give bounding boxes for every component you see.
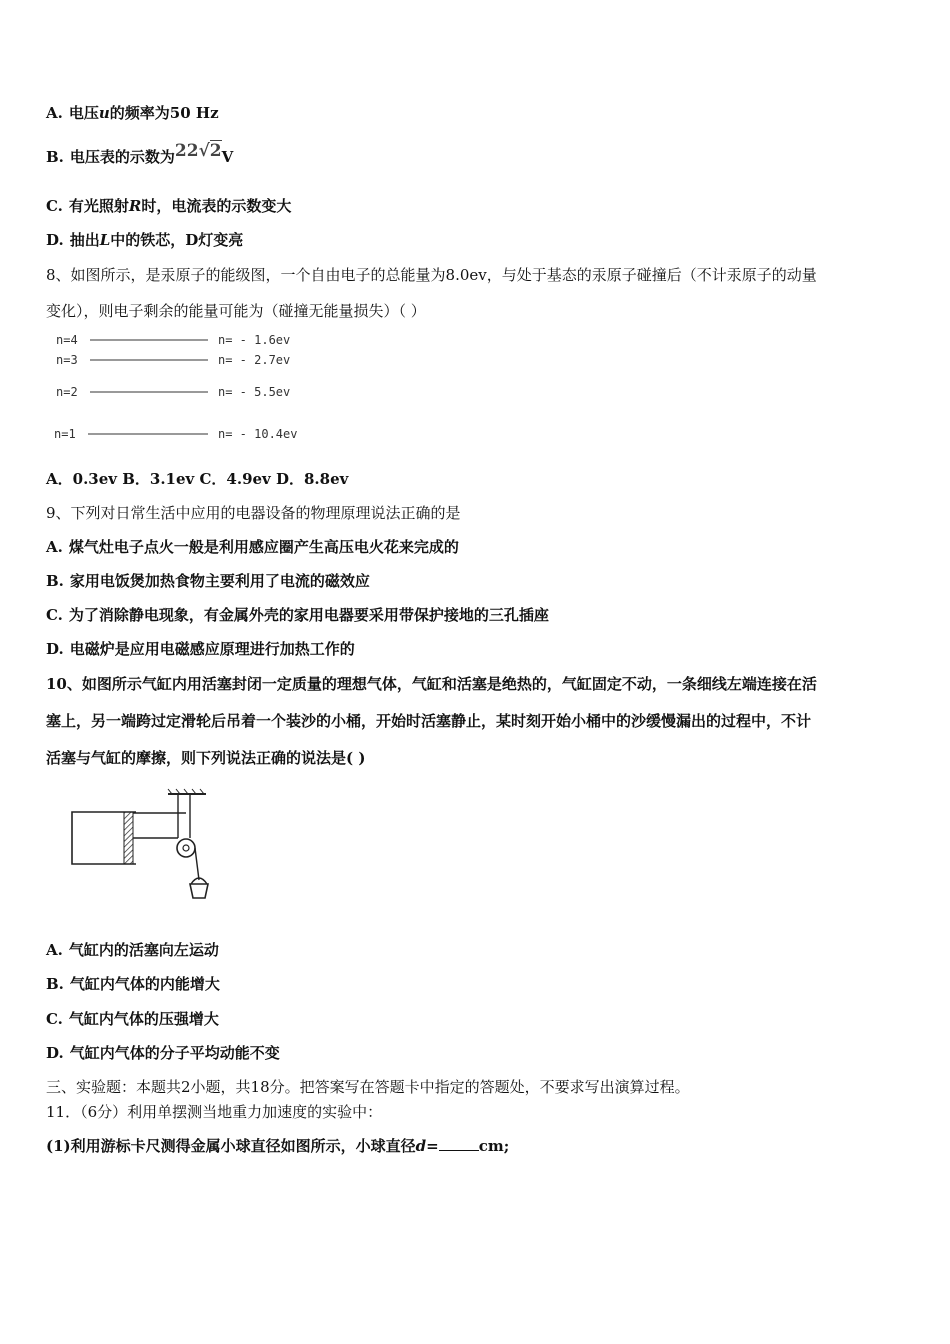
q8-stem-line2: 变化），则电子剩余的能量可能为（碰撞无能量损失）（ ）: [46, 302, 426, 320]
sand-bucket: [190, 884, 208, 898]
string-hanging: [195, 848, 199, 880]
q10-option-a: A. 气缸内的活塞向左运动: [46, 941, 219, 959]
q10-option-b: B. 气缸内气体的内能增大: [46, 975, 220, 993]
q7-option-b: B. 电压表的示数为22√2V: [46, 141, 234, 166]
level-n3-energy: n= - 2.7ev: [218, 353, 291, 367]
q10-stem-line2: 塞上，另一端跨过定滑轮后吊着一个装沙的小桶，开始时活塞静止，某时刻开始小桶中的沙缓慢漏出的过程中，不计: [46, 712, 812, 730]
q10-option-c: C. 气缸内气体的压强增大: [46, 1010, 219, 1028]
level-n3-label: n=3: [56, 353, 78, 367]
section-3-heading: 三、实验题：本题共2小题，共18分。把答案写在答题卡中指定的答题处，不要求写出演算过程。: [46, 1078, 690, 1096]
q7-option-d: D. 抽出L中的铁芯，D灯变亮: [46, 231, 244, 249]
piston: [124, 812, 133, 864]
answer-blank[interactable]: [439, 1150, 479, 1151]
level-n2-energy: n= - 5.5ev: [218, 385, 291, 399]
q9-option-a: A. 煤气灶电子点火一般是利用感应圈产生高压电火花来完成的: [46, 538, 459, 556]
q9-option-b: B. 家用电饭煲加热食物主要利用了电流的磁效应: [46, 572, 370, 590]
level-n1-energy: n= - 10.4ev: [218, 427, 298, 441]
level-n4-label: n=4: [56, 333, 78, 347]
q11-part1: (1)利用游标卡尺测得金属小球直径如图所示，小球直径d= cm;: [46, 1137, 510, 1155]
q8-options: A．0.3ev B．3.1ev C．4.9ev D．8.8ev: [46, 470, 349, 488]
mercury-energy-level-diagram: [50, 328, 310, 448]
q10-option-d: D. 气缸内气体的分子平均动能不变: [46, 1044, 280, 1062]
q10-stem-line1: 10、如图所示气缸内用活塞封闭一定质量的理想气体，气缸和活塞是绝热的，气缸固定不动，一条细线左端连接在活: [46, 675, 817, 693]
cylinder-piston-pulley-diagram: [66, 786, 226, 910]
level-n4-energy: n= - 1.6ev: [218, 333, 291, 347]
q7-option-a: A. 电压u的频率为50 Hz: [46, 104, 219, 122]
q9-stem: 9、下列对日常生活中应用的电器设备的物理原理说法正确的是: [46, 504, 461, 522]
q8-stem-line1: 8、如图所示，是汞原子的能级图，一个自由电子的总能量为8.0ev，与处于基态的汞原子碰撞后（不计汞原子的动量: [46, 266, 817, 284]
q10-stem-line3: 活塞与气缸的摩擦，则下列说法正确的说法是( ): [46, 749, 366, 767]
q9-option-c: C. 为了消除静电现象，有金属外壳的家用电器要采用带保护接地的三孔插座: [46, 606, 549, 624]
level-n2-label: n=2: [56, 385, 78, 399]
level-n1-label: n=1: [54, 427, 76, 441]
q7-option-c: C. 有光照射R时，电流表的示数变大: [46, 197, 292, 215]
q11-stem: 11．（6分）利用单摆测当地重力加速度的实验中：: [46, 1103, 383, 1121]
q9-option-d: D. 电磁炉是应用电磁感应原理进行加热工作的: [46, 640, 355, 658]
pulley: [177, 839, 195, 857]
